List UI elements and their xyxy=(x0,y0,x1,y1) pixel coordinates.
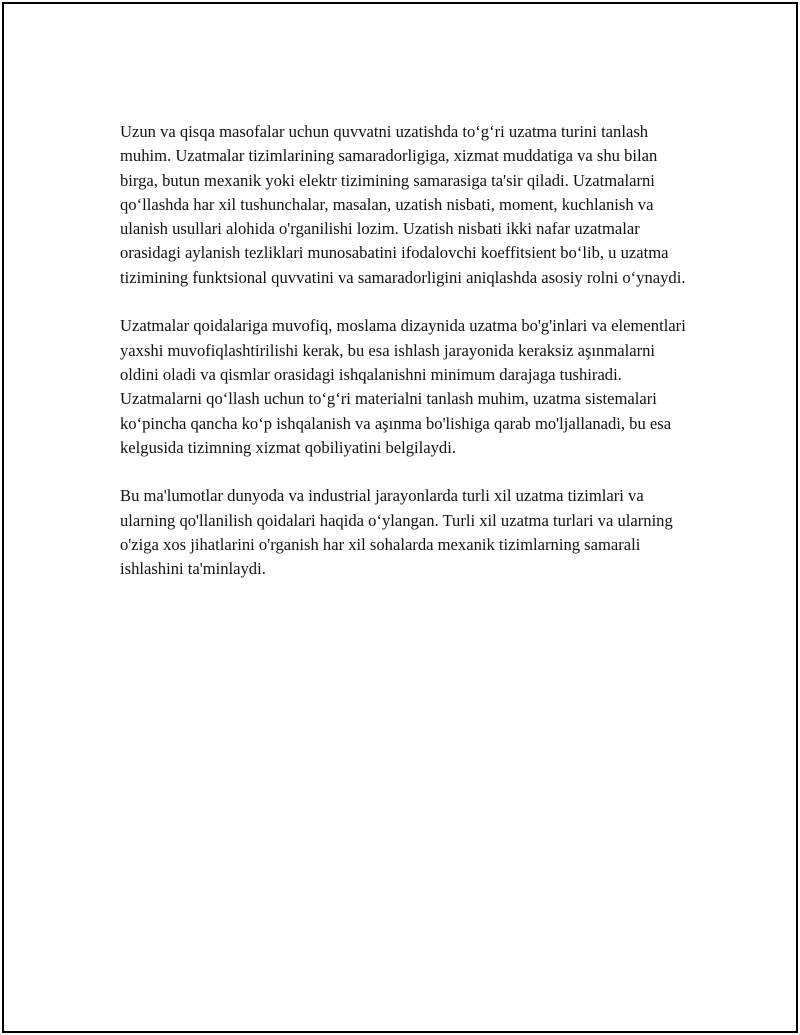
document-page xyxy=(2,2,798,1033)
paragraph-2: Uzatmalar qoidalariga muvofiq, moslama dizaynida uzatma bo'g'inlari va elementlari yaxshi muvofiqlashtirilishi kerak, bu esa ishlash jarayonida keraksiz aşınmalarni oldini oladi va qismlar orasidagi ishqalanishni minimum darajaga tushiradi. Uzatmalarni qo‘llash uchun to‘g‘ri materialni tanlash muhim, uzatma sistemalari ko‘pincha qancha ko‘p ishqalanish va aşınma bo'lishiga qarab mo'ljallanadi, bu esa kelgusida tizimning xizmat qobiliyatini belgilaydi. xyxy=(120,316,686,457)
document-body xyxy=(120,120,690,606)
paragraph-1: Uzun va qisqa masofalar uchun quvvatni uzatishda to‘g‘ri uzatma turini tanlash muhim. Uzatmalar tizimlarining samaradorligiga, xizmat muddatiga va shu bilan birga, butun mexanik yoki elektr tizimining samarasiga ta'sir qiladi. Uzatmalarni qo‘llashda har xil tushunchalar, masalan, uzatish nisbati, moment, kuchlanish va ulanish usullari alohida o'rganilishi lozim. Uzatish nisbati ikki nafar uzatmalar orasidagi aylanish tezliklari munosabatini ifodalovchi koeffitsient bo‘lib, u uzatma tizimining funktsional quvvatini va samaradorligini aniqlashda asosiy rolni o‘ynaydi. xyxy=(120,122,686,287)
paragraph-3: Bu ma'lumotlar dunyoda va industrial jarayonlarda turli xil uzatma tizimlari va ularning qo'llanilish qoidalari haqida o‘ylangan. Turli xil uzatma turlari va ularning o'ziga xos jihatlarini o'rganish har xil sohalarda mexanik tizimlarning samarali ishlashini ta'minlaydi. xyxy=(120,486,673,579)
